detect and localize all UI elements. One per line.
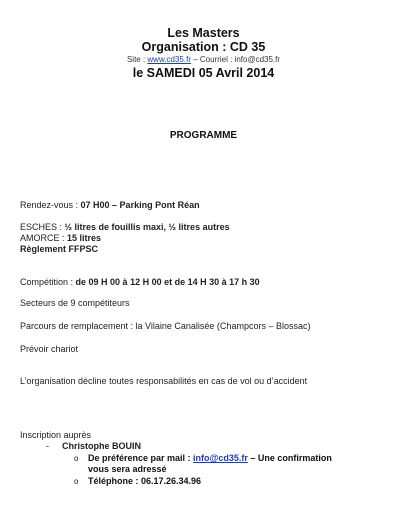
contact-dash: - <box>46 441 49 451</box>
mail-line <box>88 453 332 464</box>
site-line <box>0 55 407 65</box>
amorce-label: AMORCE : <box>20 233 68 243</box>
mail-bullet: o <box>74 454 79 463</box>
rendezvous-value: 07 H00 – Parking Pont Réan <box>80 200 200 210</box>
organisation-title: Organisation : CD 35 <box>141 40 266 54</box>
phone-bullet: o <box>74 477 79 486</box>
mail-prefix: De préférence par mail : <box>88 453 194 463</box>
amorce-line <box>20 233 101 244</box>
esches-label: ESCHES : <box>20 222 65 232</box>
inscription-label: Inscription auprès <box>20 430 92 440</box>
event-title: Les Masters <box>167 26 240 40</box>
mail-suffix: – Une confirmation <box>247 453 332 463</box>
chariot-line: Prévoir chariot <box>20 344 79 354</box>
event-date: le SAMEDI 05 Avril 2014 <box>132 66 275 80</box>
site-suffix: – Courriel : info@cd35.fr <box>190 55 281 64</box>
responsabilites-line: L’organisation décline toutes responsabilités en cas de vol ou d’accident <box>20 376 308 386</box>
reglement-line: Règlement FFPSC <box>20 244 99 254</box>
secteurs-line: Secteurs de 9 compétiteurs <box>20 298 130 308</box>
rendezvous-label: Rendez-vous : <box>20 200 81 210</box>
programme-heading: PROGRAMME <box>169 130 238 141</box>
competition-value: de 09 H 00 à 12 H 00 et de 14 H 30 à 17 h 30 <box>75 277 260 287</box>
parcours-line: Parcours de remplacement : la Vilaine Canalisée (Champcors – Blossac) <box>20 321 311 331</box>
mail-line-2: vous sera adressé <box>88 464 167 474</box>
phone-line: Téléphone : 06.17.26.34.96 <box>88 476 202 486</box>
amorce-value: 15 litres <box>67 233 102 243</box>
site-link[interactable]: www.cd35.fr <box>147 55 191 64</box>
competition-label: Compétition : <box>20 277 76 287</box>
mail-link[interactable]: info@cd35.fr <box>193 453 248 463</box>
esches-value: ½ litres de fouillis maxi, ½ litres autres <box>64 222 230 232</box>
rendezvous-line <box>20 200 200 211</box>
contact-name: Christophe BOUIN <box>62 441 142 451</box>
site-prefix: Site : <box>126 55 148 64</box>
competition-line <box>20 277 260 288</box>
esches-line <box>20 222 230 233</box>
